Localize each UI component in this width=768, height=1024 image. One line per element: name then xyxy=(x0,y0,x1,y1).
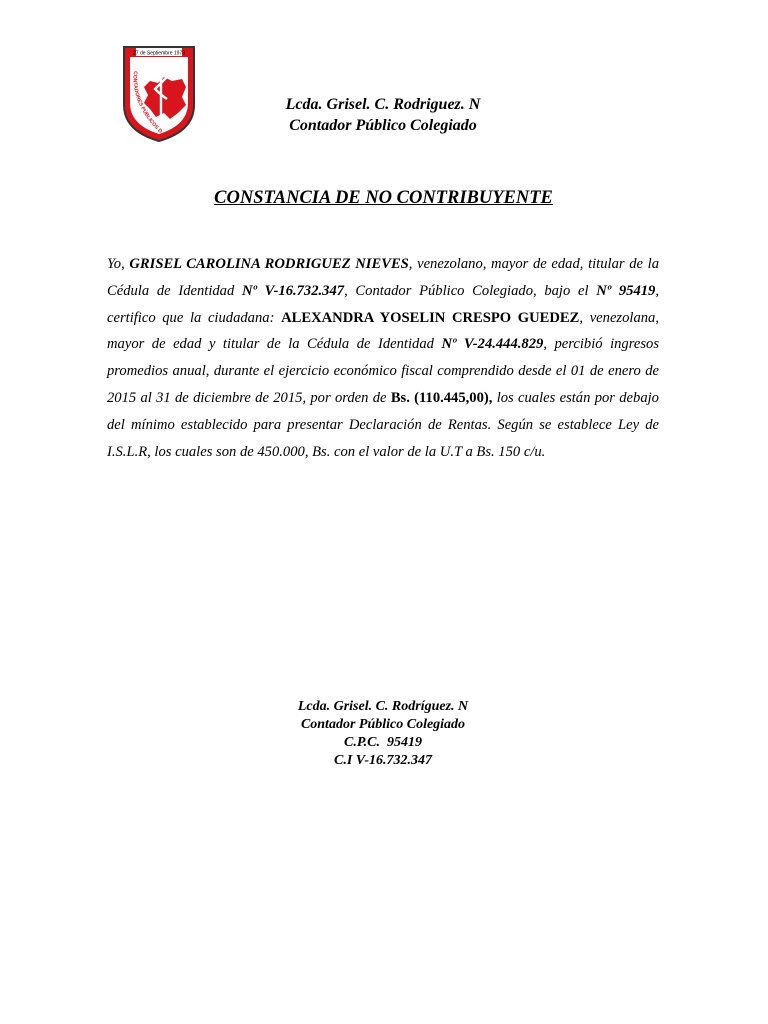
body-text-6: , percibió ingresos promedios anual, durante el ejercicio económico fiscal comprendido desde el 01 de enero de 2015 al 31 de diciembre de 2015, por orden de xyxy=(107,336,659,406)
header-name: Lcda. Grisel. C. Rodriguez. N xyxy=(285,96,481,113)
logo-date-text: 27 de Septiembre 1973 xyxy=(133,50,185,57)
cpv-logo xyxy=(120,43,198,143)
header-block xyxy=(230,94,536,136)
license-number: Nº 95419 xyxy=(596,282,656,299)
signature-ci: C.I V-16.732.347 xyxy=(333,753,432,768)
body-text-5: , venezolana, mayor de edad y titular de la Cédula de Identidad xyxy=(107,309,659,353)
income-amount: Bs. (110.445,00), xyxy=(390,389,493,406)
body-text-1: Yo, xyxy=(107,256,130,272)
signature-block xyxy=(230,698,536,770)
signature-name: Lcda. Grisel. C. Rodríguez. N xyxy=(297,699,469,714)
signature-profession: Contador Público Colegiado xyxy=(300,717,466,732)
body-text-3: , Contador Público Colegiado, bajo el xyxy=(344,282,597,299)
body-text-7: los cuales están por debajo del mínimo establecido para presentar Declaración de Rentas. Según se establece Ley de I.S.L.R, los cuales son de 450.000, Bs. con el valor de la U.T a Bs. 150 c/u. xyxy=(107,389,659,460)
declarant-name: GRISEL CAROLINA RODRIGUEZ NIEVES xyxy=(129,256,409,272)
subject-name: ALEXANDRA YOSELIN CRESPO GUEDEZ xyxy=(281,309,580,326)
body-text-4: , certifico que la ciudadana: xyxy=(107,282,659,326)
document-title: CONSTANCIA DE NO CONTRIBUYENTE xyxy=(214,188,553,208)
logo-side-textpath: CONTADORES PÚBLICOS D xyxy=(131,70,164,135)
certificate-body xyxy=(107,251,659,465)
subject-id: Nº V-24.444.829 xyxy=(441,336,544,353)
signature-cpc: C.P.C. 95419 xyxy=(344,735,422,750)
declarant-id: Nº V-16.732.347 xyxy=(241,282,345,299)
logo-caduceus-top xyxy=(159,60,164,65)
body-text-2: , venezolano, mayor de edad, titular de la Cédula de Identidad xyxy=(107,256,659,299)
header-profession: Contador Público Colegiado xyxy=(289,117,477,134)
